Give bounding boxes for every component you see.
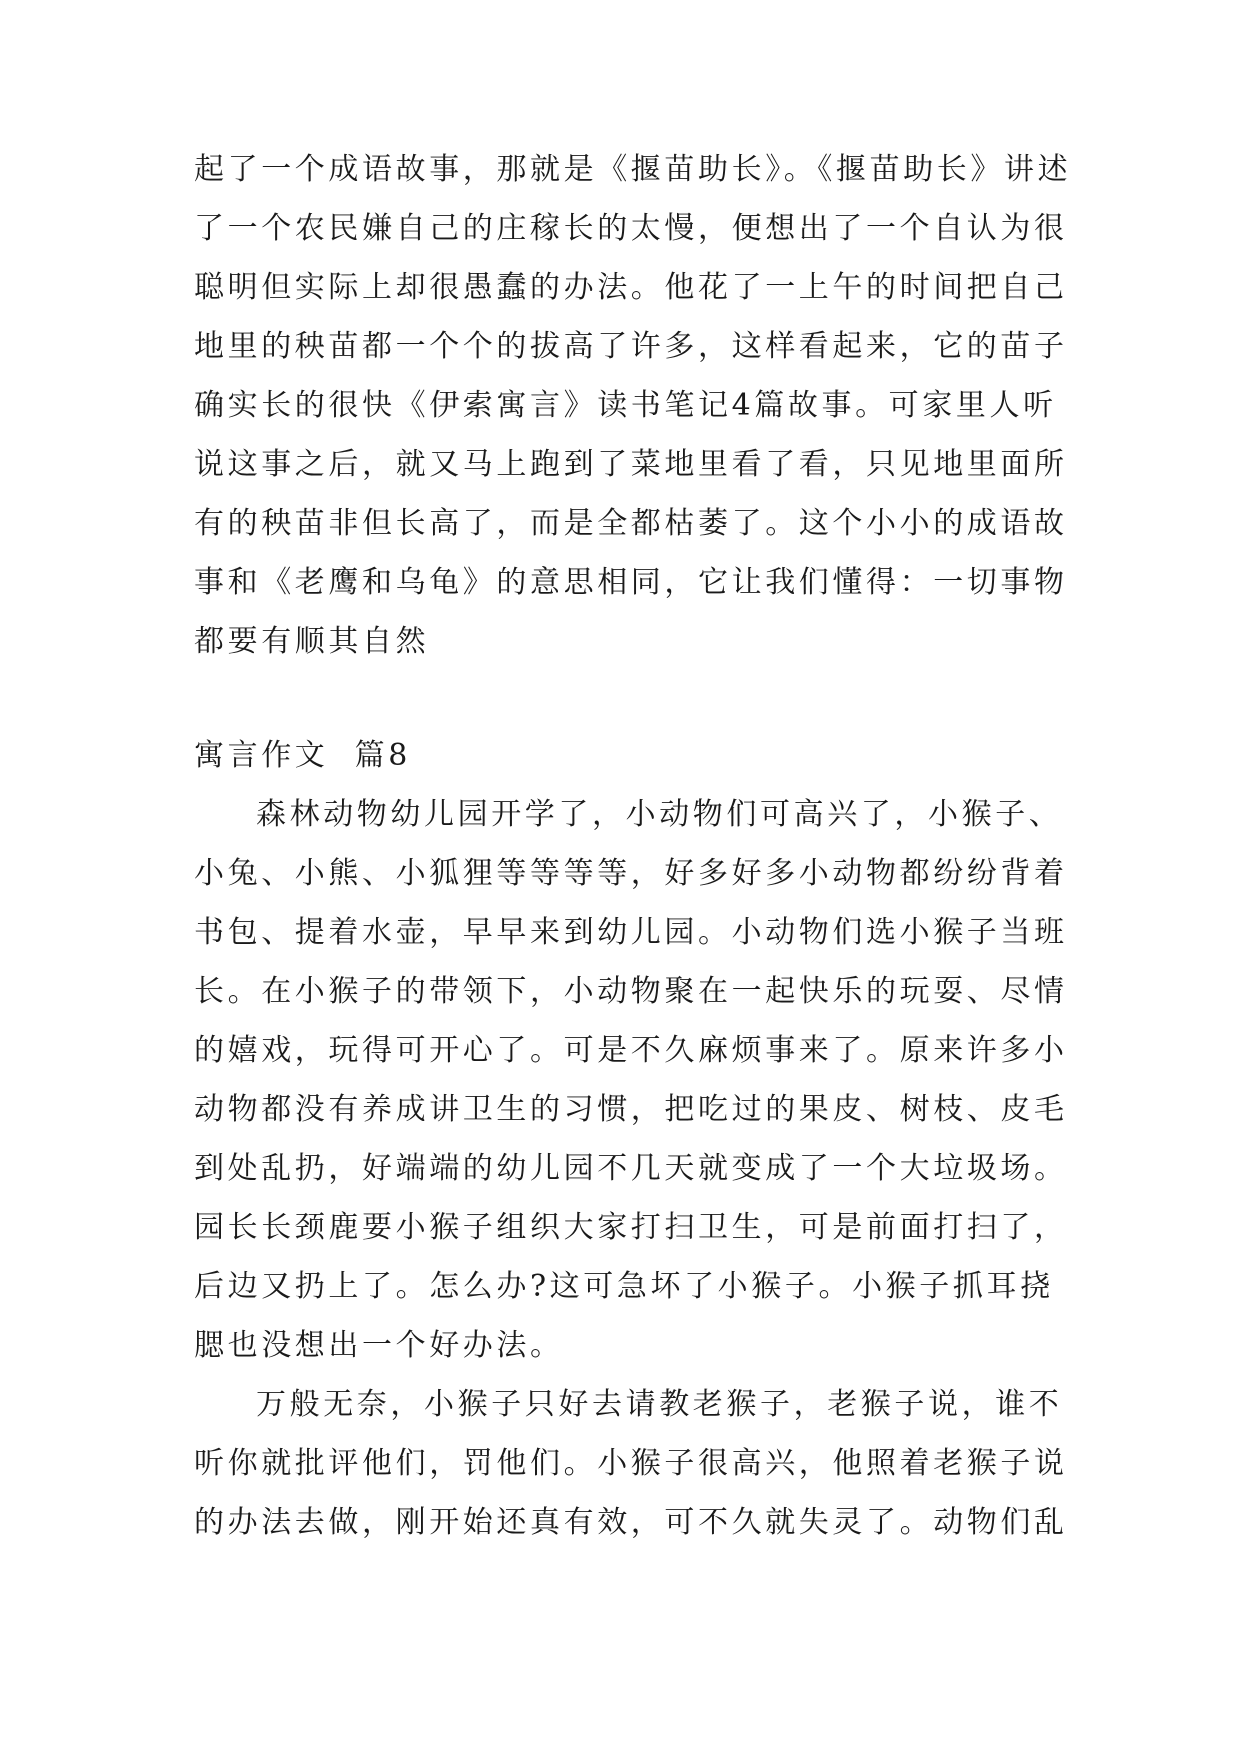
text-line: 万般无奈，小猴子只好去请教老猴子，老猴子说，谁不 <box>256 1387 1063 1422</box>
text-line: 后边又扔上了。怎么办?这可急坏了小猴子。小猴子抓耳挠 <box>194 1269 1054 1304</box>
text-line: 都要有顺其自然 <box>194 624 430 659</box>
text-line: 地里的秧苗都一个个的拔高了许多，这样看起来，它的苗子 <box>194 329 1068 364</box>
section-heading: 寓言作文 篇8 <box>194 738 411 773</box>
text-line: 动物都没有养成讲卫生的习惯，把吃过的果皮、树枝、皮毛 <box>194 1092 1068 1127</box>
text-line: 起了一个成语故事，那就是《揠苗助长》。《揠苗助长》讲述 <box>194 152 1072 187</box>
text-line: 的嬉戏，玩得可开心了。可是不久麻烦事来了。原来许多小 <box>194 1033 1068 1068</box>
text-line: 森林动物幼儿园开学了，小动物们可高兴了，小猴子、 <box>256 797 1063 832</box>
text-line: 说这事之后，就又马上跑到了菜地里看了看，只见地里面所 <box>194 447 1068 482</box>
text-line: 有的秧苗非但长高了，而是全都枯萎了。这个小小的成语故 <box>194 506 1068 541</box>
text-line: 听你就批评他们，罚他们。小猴子很高兴，他照着老猴子说 <box>194 1446 1068 1481</box>
text-line: 长。在小猴子的带领下，小动物聚在一起快乐的玩耍、尽情 <box>194 974 1068 1009</box>
text-line: 书包、提着水壶，早早来到幼儿园。小动物们选小猴子当班 <box>194 915 1068 950</box>
text-line: 园长长颈鹿要小猴子组织大家打扫卫生，可是前面打扫了， <box>194 1210 1068 1245</box>
text-line: 聪明但实际上却很愚蠢的办法。他花了一上午的时间把自己 <box>194 270 1068 305</box>
text-line: 小兔、小熊、小狐狸等等等等，好多好多小动物都纷纷背着 <box>194 856 1068 891</box>
text-line: 的办法去做，刚开始还真有效，可不久就失灵了。动物们乱 <box>194 1505 1068 1540</box>
text-line: 腮也没想出一个好办法。 <box>194 1328 564 1363</box>
text-line: 确实长的很快《伊索寓言》读书笔记4篇故事。可家里人听 <box>194 388 1057 423</box>
text-line: 事和《老鹰和乌龟》的意思相同，它让我们懂得：一切事物 <box>194 565 1068 600</box>
text-line: 了一个农民嫌自己的庄稼长的太慢，便想出了一个自认为很 <box>194 211 1068 246</box>
text-line: 到处乱扔，好端端的幼儿园不几天就变成了一个大垃圾场。 <box>194 1151 1068 1186</box>
